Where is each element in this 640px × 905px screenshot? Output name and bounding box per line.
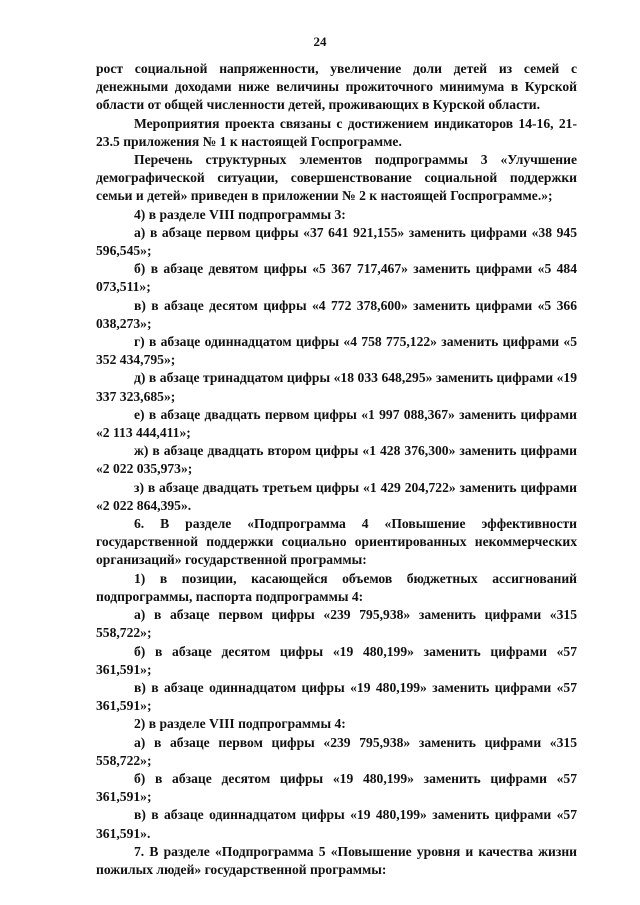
page-number: 24	[313, 34, 327, 49]
paragraph-item-6-2a: а) в абзаце первом цифры «239 795,938» заменить цифрами «315 558,722»;	[96, 734, 577, 768]
document-body	[96, 60, 577, 879]
paragraph-item-4a: а) в абзаце первом цифры «37 641 921,155» заменить цифрами «38 945 596,545»;	[96, 224, 577, 259]
paragraph-item-4z: з) в абзаце двадцать третьем цифры «1 429 204,722» заменить цифрами «2 022 864,395».	[96, 479, 577, 513]
paragraph-section-6: 6. В разделе «Подпрограмма 4 «Повышение эффективности государственной поддержки социально ориентированных некоммерческих организаций» государственной программы:	[96, 516, 577, 568]
paragraph-item-6-1v: в) в абзаце одиннадцатом цифры «19 480,199» заменить цифрами «57 361,591»;	[96, 679, 577, 714]
paragraph-item-6-2v: в) в абзаце одиннадцатом цифры «19 480,199» заменить цифрами «57 361,591».	[96, 807, 577, 841]
paragraph-section-7: 7. В разделе «Подпрограмма 5 «Повышение уровня и качества жизни пожилых людей» государственной программы:	[96, 843, 577, 877]
paragraph-item-4g: г) в абзаце одиннадцатом цифры «4 758 775,122» заменить цифрами «5 352 434,795»;	[96, 334, 577, 368]
paragraph-item-6-1b: б) в абзаце десятом цифры «19 480,199» заменить цифрами «57 361,591»;	[96, 643, 577, 677]
paragraph-item-4d: д) в абзаце тринадцатом цифры «18 033 648,295» заменить цифрами «19 337 323,685»;	[96, 370, 577, 404]
paragraph-item-6-1a: а) в абзаце первом цифры «239 795,938» заменить цифрами «315 558,722»;	[96, 607, 577, 641]
paragraph-structural-elements: Перечень структурных элементов подпрограммы 3 «Улучшение демографической ситуации, совершенствование социальной поддержки семьи и детей» приведен в приложении № 2 к настоящей Госпрограмме.»;	[96, 152, 577, 204]
paragraph-item-6-2b: б) в абзаце десятом цифры «19 480,199» заменить цифрами «57 361,591»;	[96, 770, 577, 805]
paragraph-item-4v: в) в абзаце десятом цифры «4 772 378,600» заменить цифрами «5 366 038,273»;	[96, 297, 577, 331]
paragraph-item-4e: е) в абзаце двадцать первом цифры «1 997 088,367» заменить цифрами «2 113 444,411»;	[96, 406, 577, 441]
paragraph-indicators: Мероприятия проекта связаны с достижением индикаторов 14-16, 21-23.5 приложения № 1 к настоящей Госпрограмме.	[96, 115, 577, 149]
paragraph-item-4: 4) в разделе VIII подпрограммы 3:	[134, 206, 346, 222]
paragraph-item-4zh: ж) в абзаце двадцать втором цифры «1 428 376,300» заменить цифрами «2 022 035,973»;	[96, 443, 577, 477]
paragraph-continuation: рост социальной напряженности, увеличение доли детей из семей с денежными доходами ниже величины прожиточного минимума в Курской области от общей численности детей, проживающих в Курской области.	[96, 61, 577, 113]
paragraph-item-4b: б) в абзаце девятом цифры «5 367 717,467» заменить цифрами «5 484 073,511»;	[96, 261, 577, 295]
paragraph-item-6-1: 1) в позиции, касающейся объемов бюджетных ассигнований подпрограммы, паспорта подпрограммы 4:	[96, 570, 577, 604]
paragraph-item-6-2: 2) в разделе VIII подпрограммы 4:	[134, 716, 346, 732]
